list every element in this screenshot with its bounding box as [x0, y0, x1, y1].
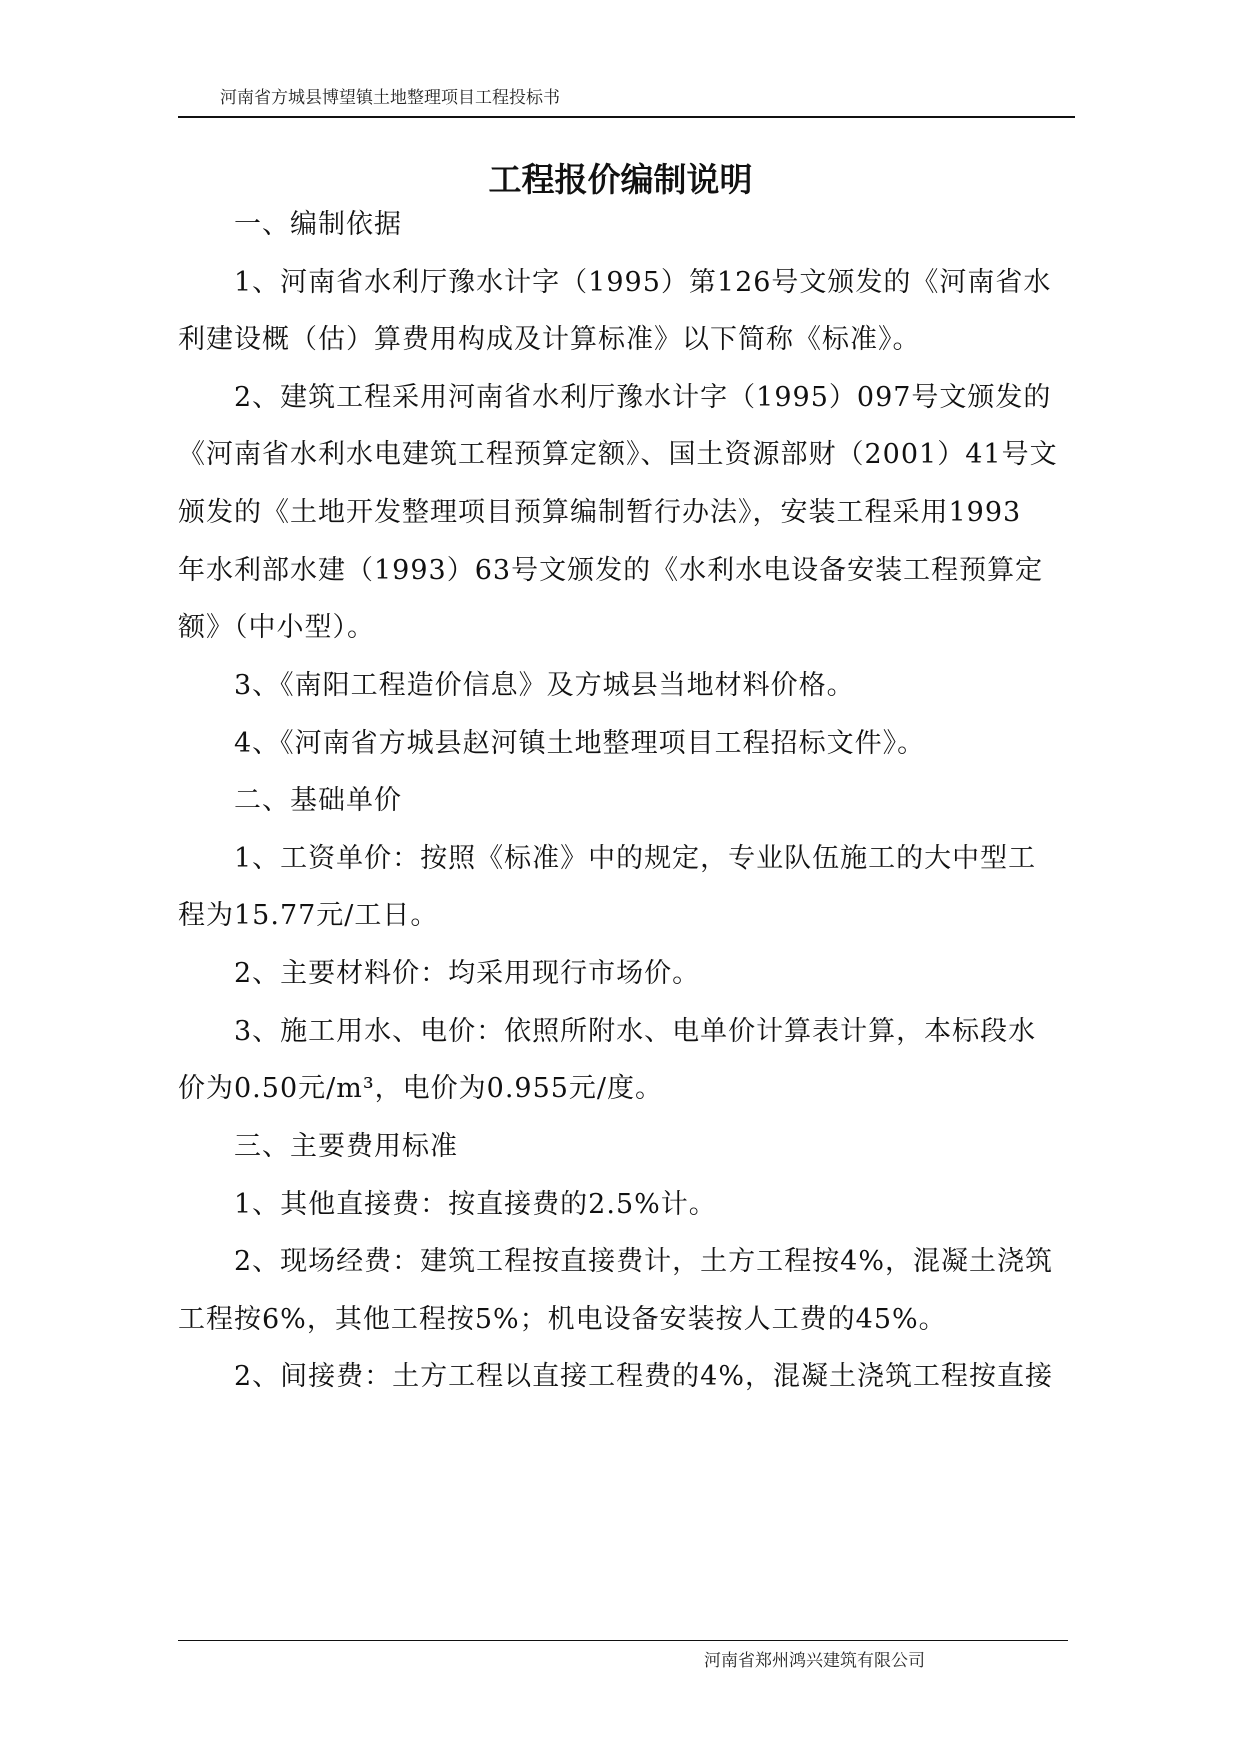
paragraph-line: 年水利部水建（1993）63号文颁发的《水利水电设备安装工程预算定 — [178, 555, 1044, 586]
paragraph-line: 1、其他直接费：按直接费的2.5%计。 — [234, 1189, 717, 1220]
page-header — [178, 88, 1075, 118]
section-heading-unit-price: 二、基础单价 — [234, 785, 402, 816]
paragraph-line: 工程按6%，其他工程按5%；机电设备安装按人工费的45%。 — [178, 1304, 947, 1335]
paragraph-line: 颁发的《土地开发整理项目预算编制暂行办法》，安装工程采用1993 — [178, 497, 1022, 528]
document-title: 工程报价编制说明 — [488, 160, 753, 199]
paragraph-line: 利建设概（估）算费用构成及计算标准》以下简称《标准》。 — [178, 324, 921, 355]
paragraph-line: 1、河南省水利厅豫水计字（1995）第126号文颁发的《河南省水 — [234, 267, 1052, 298]
paragraph-line: 《河南省水利水电建筑工程预算定额》、国土资源部财（2001）41号文 — [178, 439, 1058, 470]
paragraph-line: 4、《河南省方城县赵河镇土地整理项目工程招标文件》。 — [234, 728, 926, 759]
paragraph-line: 程为15.77元/工日。 — [178, 900, 439, 931]
header-text: 河南省方城县博望镇土地整理项目工程投标书 — [220, 88, 560, 108]
paragraph-line: 2、现场经费：建筑工程按直接费计，土方工程按4%，混凝土浇筑 — [234, 1246, 1054, 1277]
paragraph-line: 2、主要材料价：均采用现行市场价。 — [234, 958, 701, 989]
paragraph-line: 2、间接费：土方工程以直接工程费的4%，混凝土浇筑工程按直接 — [234, 1361, 1054, 1392]
section-heading-fee-standards: 三、主要费用标准 — [234, 1131, 458, 1162]
paragraph-line: 3、施工用水、电价：依照所附水、电单价计算表计算，本标段水 — [234, 1016, 1037, 1047]
paragraph-line: 1、工资单价：按照《标准》中的规定，专业队伍施工的大中型工 — [234, 843, 1037, 874]
section-heading-basis: 一、编制依据 — [234, 209, 402, 240]
paragraph-line: 3、《南阳工程造价信息》及方城县当地材料价格。 — [234, 670, 855, 701]
paragraph-line: 2、建筑工程采用河南省水利厅豫水计字（1995）097号文颁发的 — [234, 382, 1052, 413]
paragraph-line: 额》（中小型）。 — [178, 612, 375, 643]
footer-text: 河南省郑州鸿兴建筑有限公司 — [704, 1651, 925, 1671]
page-footer — [178, 1640, 1068, 1671]
paragraph-line: 价为0.50元/m³，电价为0.955元/度。 — [178, 1073, 664, 1104]
